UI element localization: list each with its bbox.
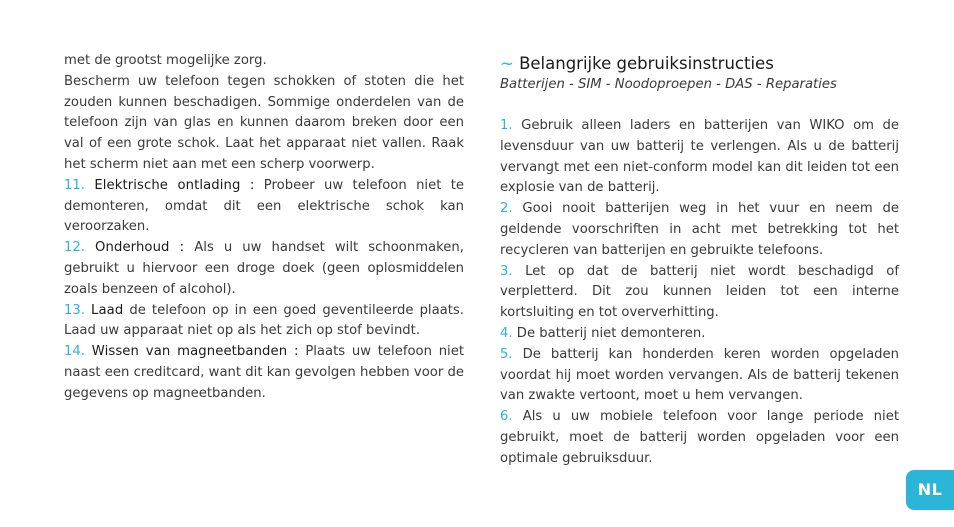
item-text: De batterij niet demonteren.: [512, 325, 706, 341]
item-number: 12.: [64, 240, 85, 256]
intro-paragraph-2: Bescherm uw telefoon tegen schokken of stoten die het zouden kunnen beschadigen. Sommige onderdelen van de telefoon zijn van glas en kunnen daarom breken door een val of een grote schok. Laat het apparaat niet vallen. Raak het scherm niet aan met een scherp voorwerp.: [64, 73, 464, 172]
intro-paragraph-1: met de grootst mogelijke zorg.: [64, 53, 267, 68]
item-text: De batterij kan honderden keren worden opgeladen voordat hij moet worden vervangen. Als de batterij tekenen van zwakte vertoont, moet u hem vervangen.: [500, 346, 899, 404]
list-item: [500, 116, 899, 199]
list-item: [500, 262, 899, 324]
list-item: [500, 345, 899, 407]
section-subheading: Batterijen - SIM - Noodoproepen - DAS - Reparaties: [500, 77, 837, 92]
list-item: [500, 324, 899, 345]
item-number: 14.: [64, 344, 85, 360]
item-text: de telefoon op in een goed geventileerde plaats. Laad uw apparaat niet op als het zich op stof bevindt.: [64, 302, 464, 339]
right-column: [500, 116, 899, 470]
item-text: Als u uw mobiele telefoon voor lange periode niet gebruikt, moet de batterij worden opgeladen voor een optimale gebruiksduur.: [500, 409, 899, 466]
item-text: Gebruik alleen laders en batterijen van WIKO om de levensduur van uw batterij te verlengen. Als u de batterij vervangt met een niet-conform model kan dit leiden tot een explosie van de batterij.: [500, 118, 899, 196]
language-badge: NL: [906, 470, 954, 510]
item-text: Plaats uw telefoon niet naast een creditcard, want dit kan gevolgen hebben voor de gegevens op magneetbanden.: [64, 344, 464, 401]
section-heading: [500, 53, 920, 75]
list-item: [500, 407, 899, 469]
left-column: [64, 51, 464, 405]
heading-text: Belangrijke gebruiksinstructies: [519, 54, 774, 73]
item-term: Laad: [91, 302, 124, 318]
item-text: Let op dat de batterij niet wordt beschadigd of verpletterd. Dit zou kunnen leiden tot een interne kortsluiting en tot oververhitting.: [500, 263, 899, 321]
item-text: Als u uw handset wilt schoonmaken, gebruikt u hiervoor een droge doek (geen oplosmiddelen zoals benzeen of alcohol).: [64, 240, 464, 297]
item-number: 13.: [64, 302, 85, 318]
list-item: [64, 301, 464, 343]
item-term: Wissen van magneetbanden :: [91, 344, 299, 360]
list-item: [64, 342, 464, 404]
item-number: 1.: [500, 118, 513, 133]
heading-tilde: ~: [500, 54, 514, 73]
item-number: 3.: [500, 263, 513, 279]
item-number: 5.: [500, 346, 513, 362]
list-item: [64, 176, 464, 238]
list-item: [64, 238, 464, 300]
item-number: 6.: [500, 409, 513, 425]
item-term: Onderhoud :: [95, 240, 185, 256]
item-term: Elektrische ontlading :: [94, 177, 255, 193]
item-text: Probeer uw telefoon niet te demonteren, omdat dit een elektrische schok kan veroorzaken.: [64, 177, 464, 235]
item-text: Gooi nooit batterijen weg in het vuur en neem de geldende voorschriften in acht met betrekking tot het recycleren van batterijen en gebruikte telefoons.: [500, 201, 899, 258]
item-number: 4.: [500, 325, 513, 341]
item-number: 11.: [64, 177, 85, 193]
list-item: [500, 199, 899, 261]
item-number: 2.: [500, 201, 513, 217]
